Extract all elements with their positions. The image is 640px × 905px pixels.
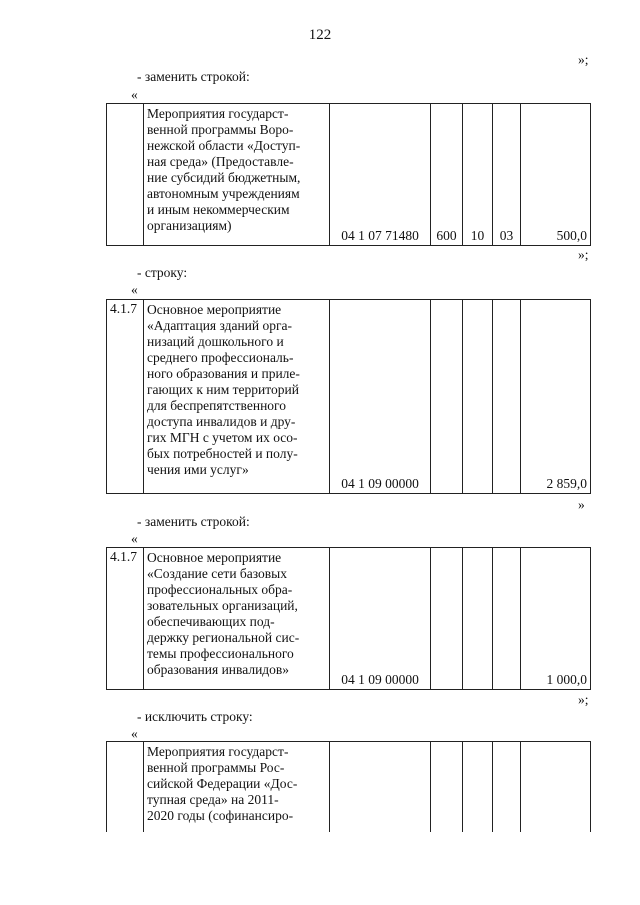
- row-name-cell: Основное мероприятие «Адаптация зданий орга- низаций дошкольного и среднего профессиональ- ного образования и приле- гающих к ним территорий для беспрепятственного доступа инвалидов и дру- гих МГН с учетом их осо- бых потребностей и полу- чения ими услуг»: [144, 300, 330, 494]
- opening-quote: «: [131, 87, 138, 102]
- amount-cell: 2 859,0: [521, 300, 591, 494]
- page-number: 122: [308, 27, 332, 43]
- amendment-instruction: - исключить строку:: [137, 709, 253, 724]
- expense-type-cell: [431, 300, 463, 494]
- opening-quote: «: [131, 726, 138, 741]
- amount-cell: 1 000,0: [521, 548, 591, 690]
- amendment-table: [106, 547, 591, 690]
- section-cell: [463, 742, 493, 832]
- row-name-cell: Мероприятия государст- венной программы Воро- нежской области «Доступ- ная среда» (Предоставле- ние субсидий бюджетным, автономным учреждениям и иным некоммерческим организациям): [144, 104, 330, 246]
- row-name-cell: Мероприятия государст- венной программы Рос- сийской Федерации «Дос- тупная среда» на 2011- 2020 годы (софинансиро-: [144, 742, 330, 832]
- subsection-cell: [493, 548, 521, 690]
- amount-cell: [521, 742, 591, 832]
- section-cell: [463, 300, 493, 494]
- expense-type-cell: [431, 548, 463, 690]
- amendment-table: [106, 299, 591, 494]
- target-code-cell: 04 1 09 00000: [330, 548, 431, 690]
- section-cell: [463, 548, 493, 690]
- row-number-cell: [107, 742, 144, 832]
- target-code-cell: 04 1 07 71480: [330, 104, 431, 246]
- subsection-cell: [493, 300, 521, 494]
- amendment-table: [106, 103, 591, 246]
- closing-quote: »: [578, 497, 585, 512]
- expense-type-cell: [431, 742, 463, 832]
- closing-quote: »;: [578, 52, 589, 67]
- row-number-cell: [107, 104, 144, 246]
- target-code-cell: [330, 742, 431, 832]
- row-name-cell: Основное мероприятие «Создание сети базовых профессиональных обра- зовательных организаций, обеспечивающих под- держку региональной сис- темы профессионального образования инвалидов»: [144, 548, 330, 690]
- amount-cell: 500,0: [521, 104, 591, 246]
- row-number-cell: 4.1.7: [107, 300, 144, 494]
- amendment-instruction: - заменить строкой:: [137, 514, 250, 529]
- opening-quote: «: [131, 282, 138, 297]
- table-row: [107, 742, 591, 832]
- amendment-table: [106, 741, 591, 832]
- row-number-cell: 4.1.7: [107, 548, 144, 690]
- table-row: [107, 300, 591, 494]
- subsection-cell: 03: [493, 104, 521, 246]
- subsection-cell: [493, 742, 521, 832]
- amendment-instruction: - заменить строкой:: [137, 69, 250, 84]
- table-row: [107, 548, 591, 690]
- closing-quote: »;: [578, 692, 589, 707]
- expense-type-cell: 600: [431, 104, 463, 246]
- closing-quote: »;: [578, 247, 589, 262]
- opening-quote: «: [131, 531, 138, 546]
- amendment-instruction: - строку:: [137, 265, 188, 280]
- target-code-cell: 04 1 09 00000: [330, 300, 431, 494]
- table-row: [107, 104, 591, 246]
- section-cell: 10: [463, 104, 493, 246]
